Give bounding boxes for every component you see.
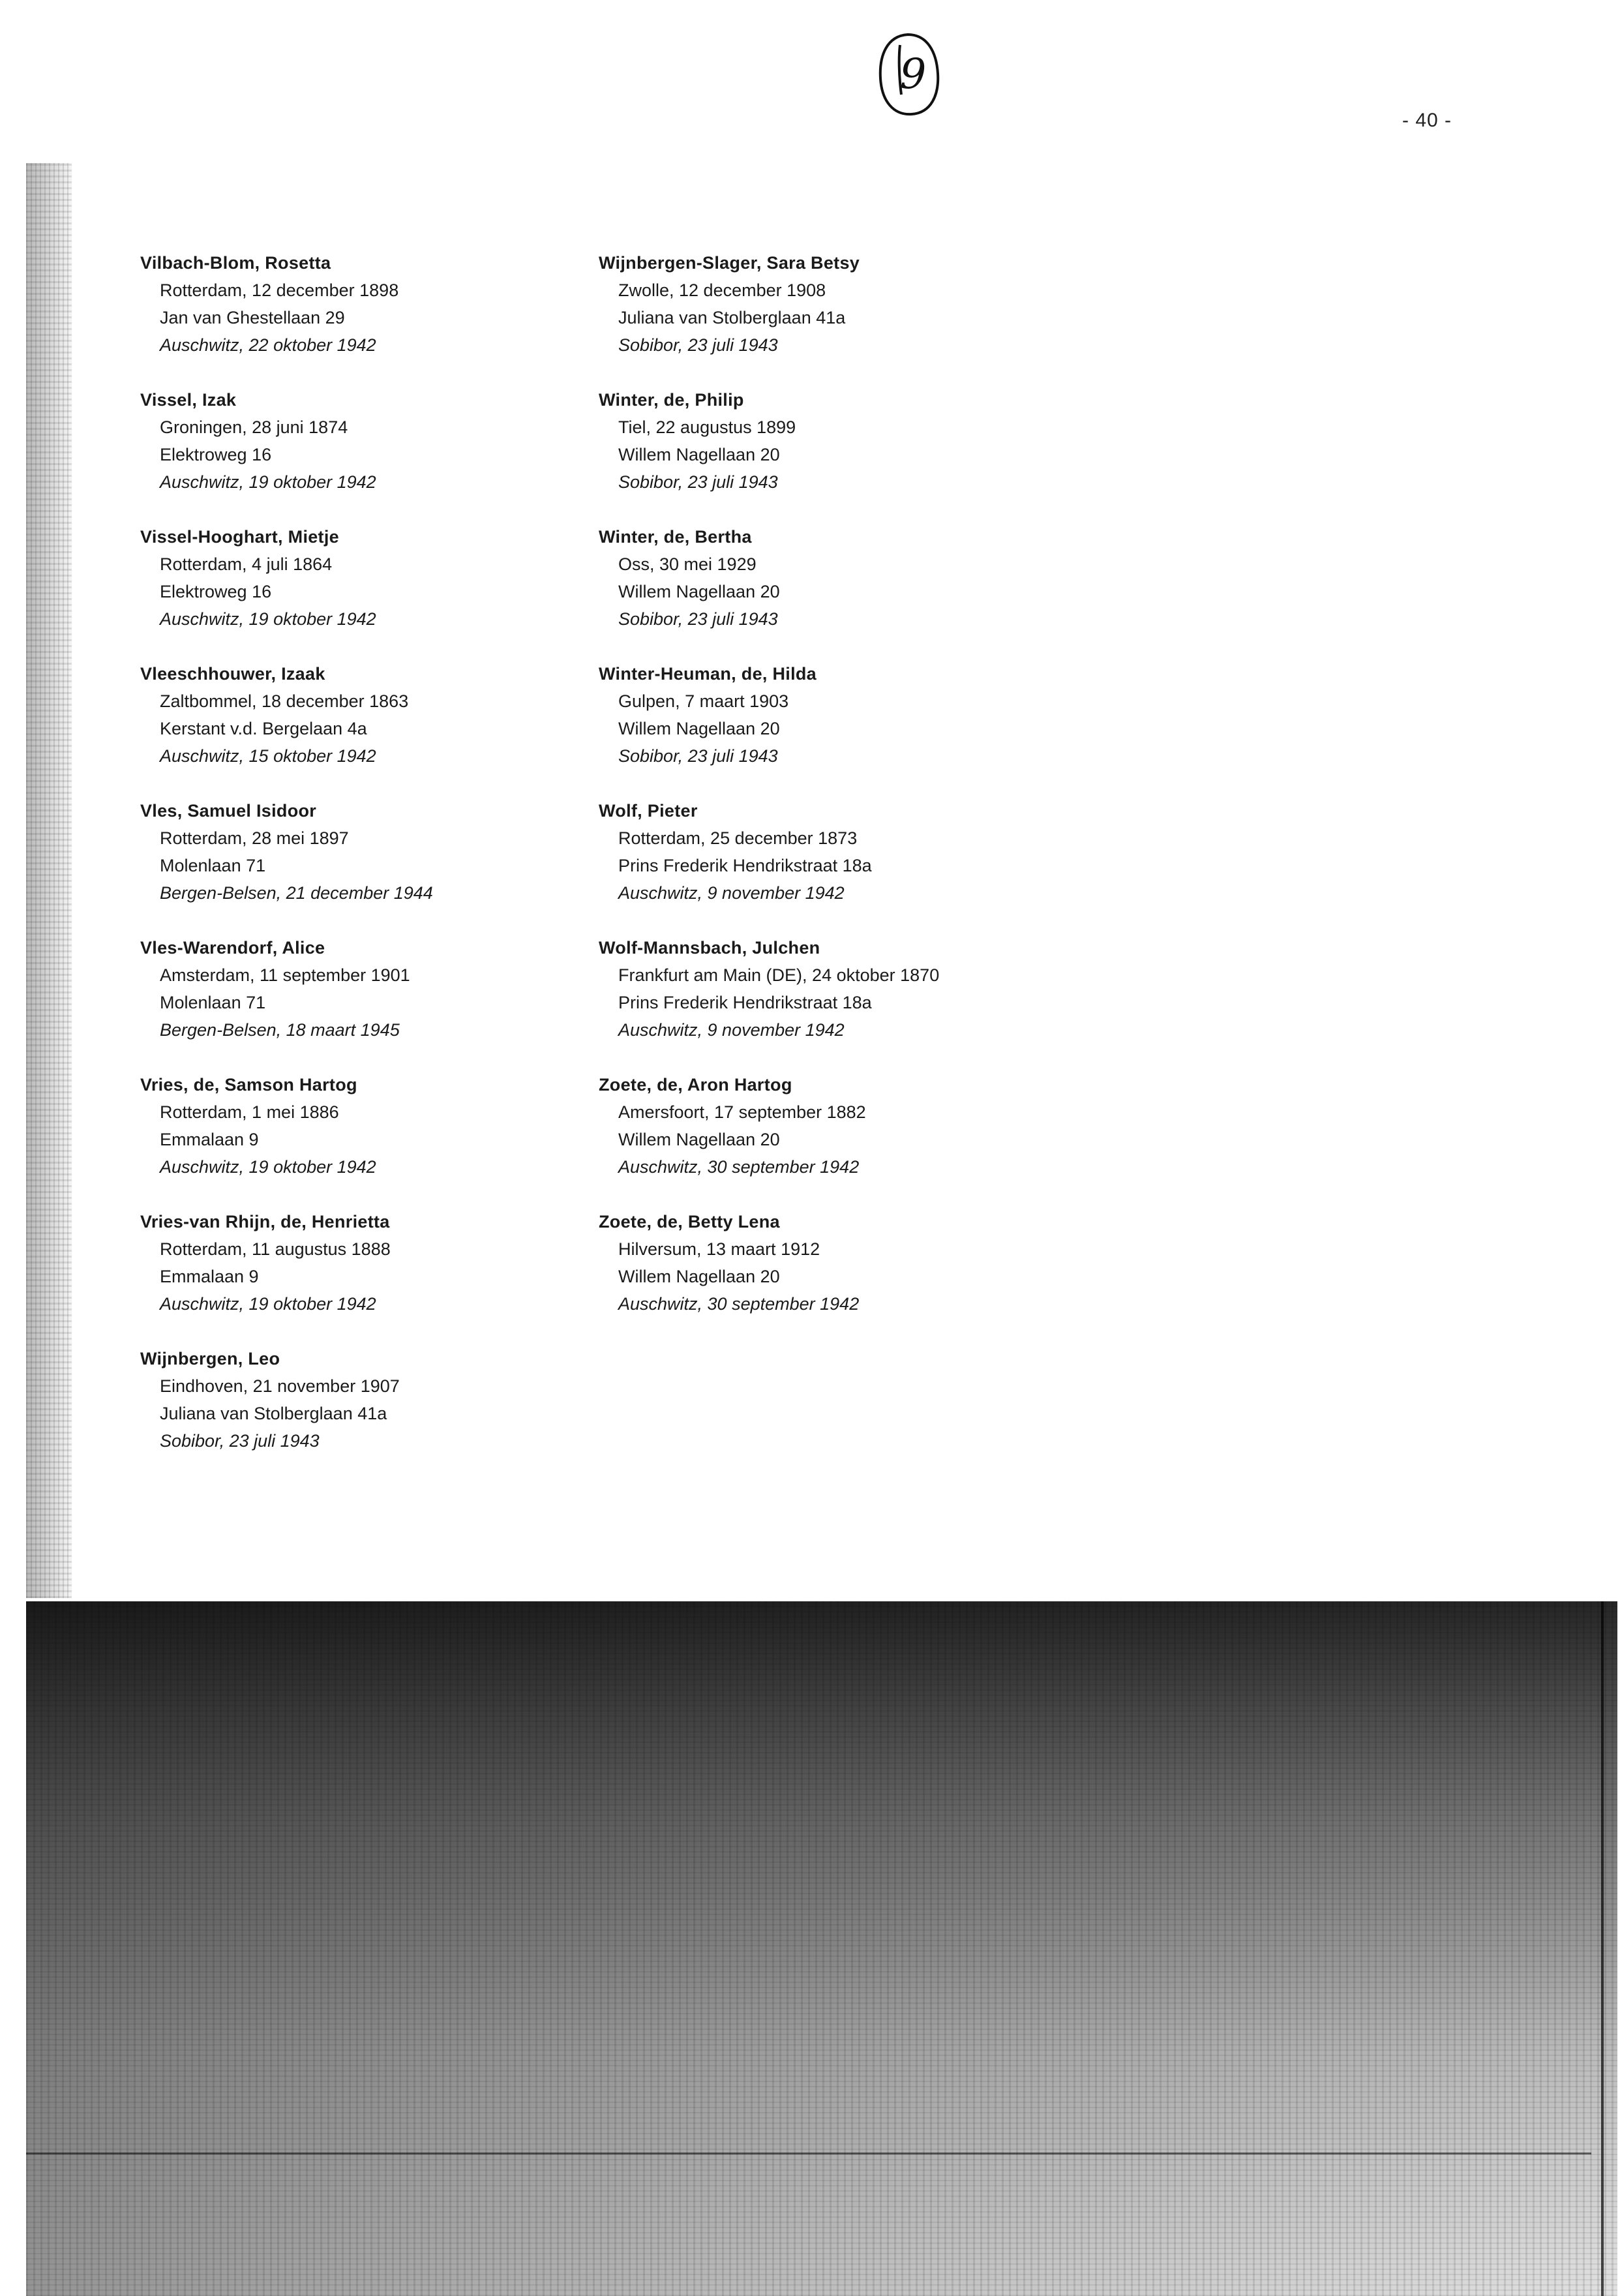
person-entry <box>599 660 1120 797</box>
person-name: Zoete, de, Aron Hartog <box>599 1075 792 1095</box>
person-entry <box>599 934 1120 1071</box>
person-name: Wijnbergen-Slager, Sara Betsy <box>599 253 860 273</box>
birth-info: Groningen, 28 juni 1874 <box>160 417 348 437</box>
right-column <box>599 249 1120 1345</box>
person-name: Vles, Samuel Isidoor <box>140 801 317 821</box>
death-info: Bergen-Belsen, 18 maart 1945 <box>160 1020 400 1040</box>
birth-info: Tiel, 22 augustus 1899 <box>618 417 796 437</box>
person-entry <box>140 1071 662 1208</box>
person-name: Vissel, Izak <box>140 390 237 410</box>
birth-info: Oss, 30 mei 1929 <box>618 554 757 574</box>
address: Juliana van Stolberglaan 41a <box>160 1404 387 1423</box>
person-entry <box>140 1345 662 1482</box>
stamp-number: 9 <box>899 50 927 98</box>
address: Juliana van Stolberglaan 41a <box>618 308 846 327</box>
person-entry <box>140 934 662 1071</box>
person-name: Vleeschhouwer, Izaak <box>140 664 325 684</box>
death-info: Sobibor, 23 juli 1943 <box>160 1431 320 1451</box>
death-info: Auschwitz, 9 november 1942 <box>618 1020 845 1040</box>
address: Willem Nagellaan 20 <box>618 1267 780 1286</box>
birth-info: Rotterdam, 11 augustus 1888 <box>160 1239 391 1259</box>
birth-info: Rotterdam, 1 mei 1886 <box>160 1102 339 1122</box>
death-info: Auschwitz, 9 november 1942 <box>618 883 845 903</box>
person-name: Wolf, Pieter <box>599 801 698 821</box>
birth-info: Zwolle, 12 december 1908 <box>618 280 826 300</box>
birth-info: Frankfurt am Main (DE), 24 oktober 1870 <box>618 965 940 985</box>
person-name: Vissel-Hooghart, Mietje <box>140 527 339 547</box>
address: Willem Nagellaan 20 <box>618 1130 780 1149</box>
person-entry <box>140 523 662 660</box>
person-entry <box>599 1208 1120 1345</box>
person-name: Winter, de, Bertha <box>599 527 752 547</box>
birth-info: Gulpen, 7 maart 1903 <box>618 691 789 711</box>
death-info: Auschwitz, 19 oktober 1942 <box>160 1157 376 1177</box>
person-entry <box>140 797 662 934</box>
birth-info: Rotterdam, 28 mei 1897 <box>160 828 349 848</box>
person-name: Winter, de, Philip <box>599 390 744 410</box>
address: Kerstant v.d. Bergelaan 4a <box>160 719 367 738</box>
scan-speckle-margin <box>26 163 72 1598</box>
circled-number-icon <box>874 29 946 121</box>
death-info: Auschwitz, 19 oktober 1942 <box>160 609 376 629</box>
page-number: - 40 - <box>1402 110 1452 131</box>
birth-info: Rotterdam, 25 december 1873 <box>618 828 858 848</box>
death-info: Bergen-Belsen, 21 december 1944 <box>160 883 433 903</box>
scan-edge-line <box>1601 1601 1604 2296</box>
person-entry <box>140 386 662 523</box>
person-name: Vles-Warendorf, Alice <box>140 938 325 958</box>
scan-artifact-line <box>26 2152 1591 2154</box>
address: Elektroweg 16 <box>160 582 272 601</box>
person-name: Winter-Heuman, de, Hilda <box>599 664 817 684</box>
birth-info: Rotterdam, 12 december 1898 <box>160 280 399 300</box>
birth-info: Amersfoort, 17 september 1882 <box>618 1102 866 1122</box>
person-name: Wolf-Mannsbach, Julchen <box>599 938 820 958</box>
death-info: Auschwitz, 15 oktober 1942 <box>160 746 376 766</box>
person-entry <box>599 523 1120 660</box>
address: Molenlaan 71 <box>160 993 266 1012</box>
person-entry <box>140 249 662 386</box>
death-info: Auschwitz, 22 oktober 1942 <box>160 335 376 355</box>
birth-info: Amsterdam, 11 september 1901 <box>160 965 410 985</box>
birth-info: Zaltbommel, 18 december 1863 <box>160 691 409 711</box>
person-entry <box>140 660 662 797</box>
person-name: Wijnbergen, Leo <box>140 1349 280 1368</box>
address: Willem Nagellaan 20 <box>618 582 780 601</box>
address: Jan van Ghestellaan 29 <box>160 308 345 327</box>
death-info: Sobibor, 23 juli 1943 <box>618 746 778 766</box>
birth-info: Rotterdam, 4 juli 1864 <box>160 554 333 574</box>
left-column <box>140 249 662 1482</box>
death-info: Sobibor, 23 juli 1943 <box>618 472 778 492</box>
person-name: Vilbach-Blom, Rosetta <box>140 253 331 273</box>
person-entry <box>140 1208 662 1345</box>
address: Willem Nagellaan 20 <box>618 719 780 738</box>
person-entry <box>599 249 1120 386</box>
address: Elektroweg 16 <box>160 445 272 464</box>
person-name: Zoete, de, Betty Lena <box>599 1212 780 1231</box>
person-name: Vries-van Rhijn, de, Henrietta <box>140 1212 390 1231</box>
address: Willem Nagellaan 20 <box>618 445 780 464</box>
death-info: Auschwitz, 19 oktober 1942 <box>160 1294 376 1314</box>
person-entry <box>599 1071 1120 1208</box>
address: Emmalaan 9 <box>160 1130 259 1149</box>
death-info: Sobibor, 23 juli 1943 <box>618 335 778 355</box>
birth-info: Eindhoven, 21 november 1907 <box>160 1376 400 1396</box>
death-info: Auschwitz, 19 oktober 1942 <box>160 472 376 492</box>
person-entry <box>599 797 1120 934</box>
scan-noise-band <box>26 1601 1617 2296</box>
address: Molenlaan 71 <box>160 856 266 875</box>
death-info: Sobibor, 23 juli 1943 <box>618 609 778 629</box>
person-name: Vries, de, Samson Hartog <box>140 1075 357 1095</box>
handwritten-number-stamp <box>874 29 946 121</box>
birth-info: Hilversum, 13 maart 1912 <box>618 1239 820 1259</box>
death-info: Auschwitz, 30 september 1942 <box>618 1294 860 1314</box>
person-entry <box>599 386 1120 523</box>
death-info: Auschwitz, 30 september 1942 <box>618 1157 860 1177</box>
address: Emmalaan 9 <box>160 1267 259 1286</box>
address: Prins Frederik Hendrikstraat 18a <box>618 856 872 875</box>
address: Prins Frederik Hendrikstraat 18a <box>618 993 872 1012</box>
